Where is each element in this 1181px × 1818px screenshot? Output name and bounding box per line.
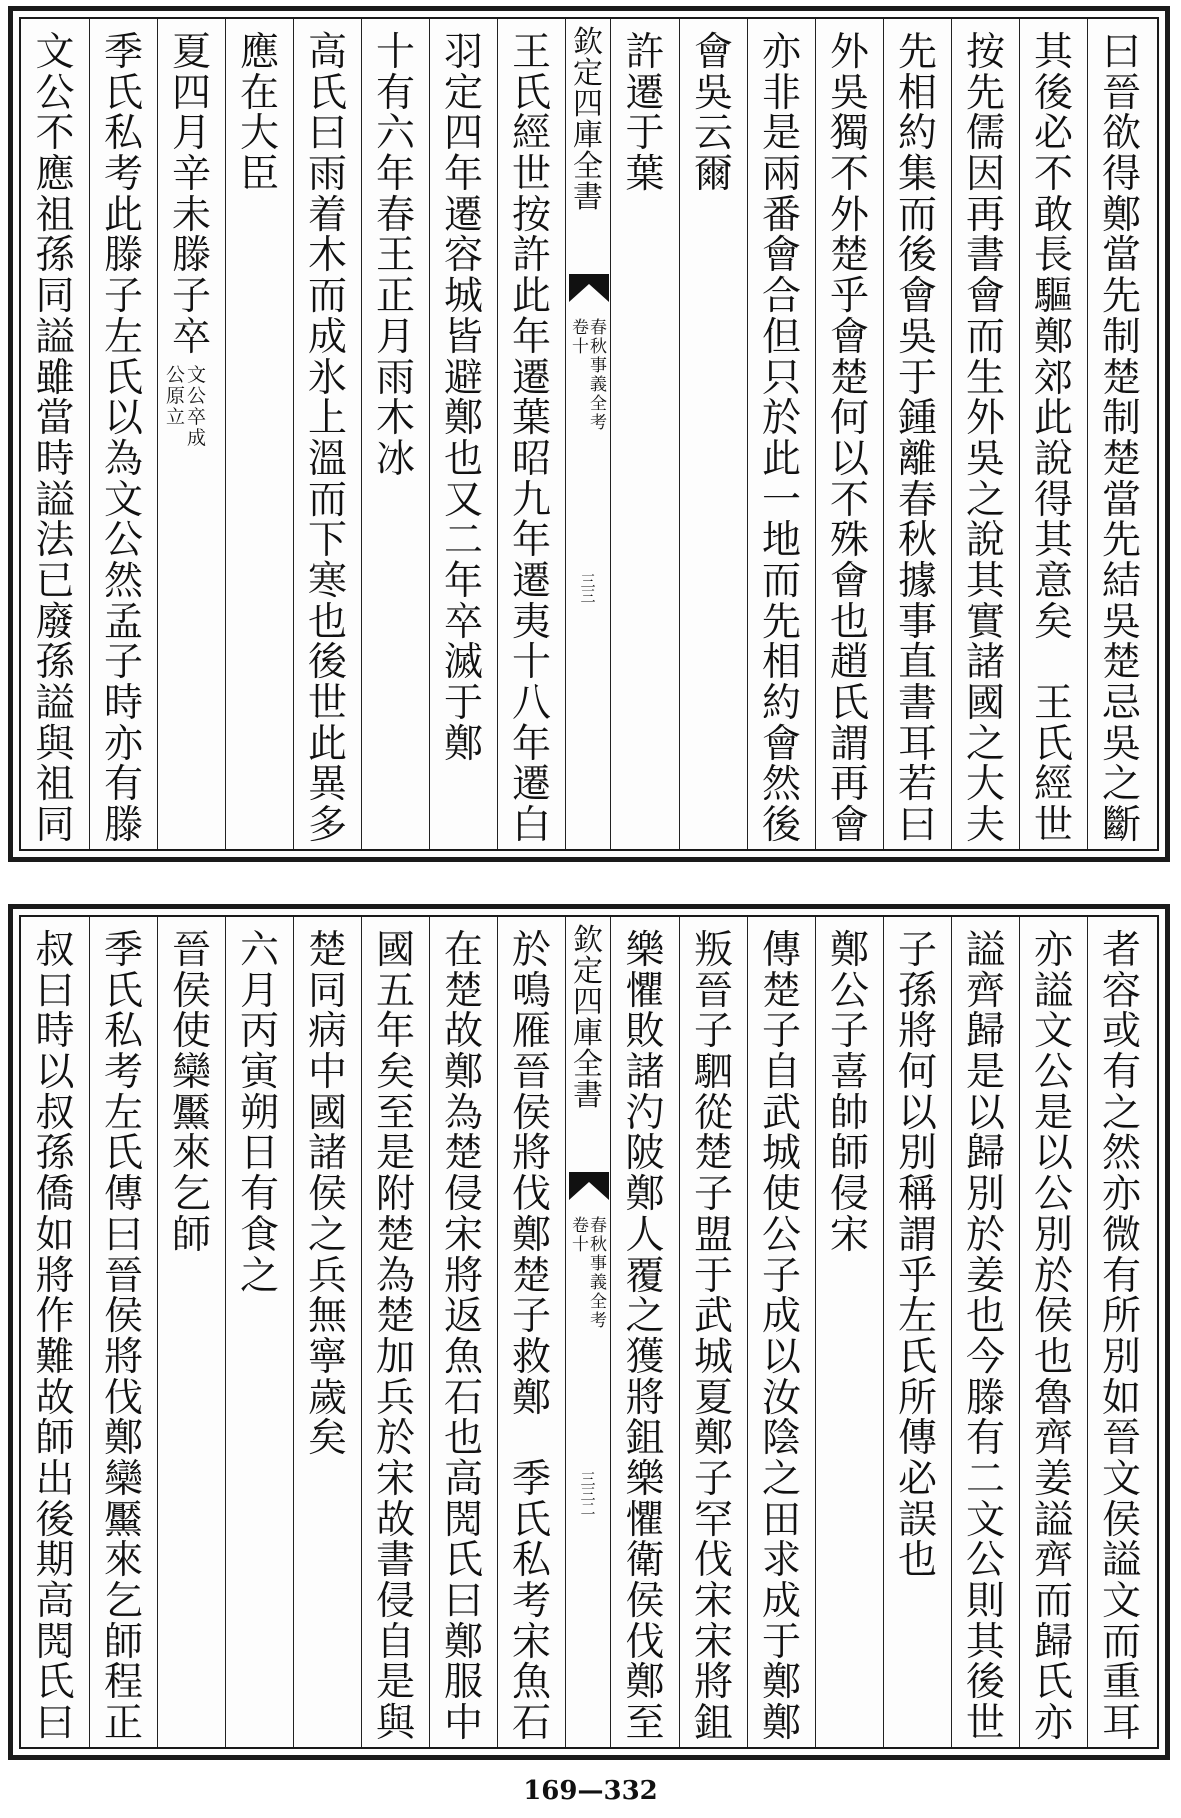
text-column-left-3 [361,917,429,1747]
center-volume: 卷 十 [572,318,589,357]
bottom-page [8,904,1170,1760]
text-column-right-4 [883,19,951,849]
text-column-left-6 [157,19,225,849]
column-text: 許 遷 于 葉 [625,30,665,198]
text-column-right-3 [951,19,1019,849]
column-text: 外 吳 獨 不 外 楚 乎 會 楚 何 以 不 殊 會 也 趙 氏 謂 再 會 [829,30,869,849]
fish-tail-mark-icon [569,1172,609,1200]
column-text: 亦 非 是 兩 番 會 合 但 只 於 此 一 地 而 先 相 約 會 然 後 [761,30,801,849]
center-book-title: 春 秋 事 義 全 考 [590,318,607,433]
column-text: 傳 楚 子 自 武 城 使 公 子 成 以 汝 陰 之 田 求 成 于 鄭 鄭 [761,928,801,1747]
text-column-right-4 [883,917,951,1747]
text-column-left-3 [361,19,429,849]
fish-tail-mark-icon [569,274,609,302]
column-text: 楚 同 病 中 國 諸 侯 之 兵 無 寧 歲 矣 [307,928,347,1462]
column-text: 於 鳴 雁 晉 侯 將 伐 鄭 楚 子 救 鄭 季 氏 私 考 宋 魚 石 [511,928,551,1747]
column-text: 王 氏 經 世 按 許 此 年 遷 葉 昭 九 年 遷 夷 十 八 年 遷 白 [511,30,551,849]
center-page-number: 三 三 二 [580,1470,596,1518]
column-text: 曰 晉 欲 得 鄭 當 先 制 楚 制 楚 當 先 結 吳 楚 忌 吳 之 斷 [1101,30,1141,849]
text-column-right-1 [1087,19,1155,849]
text-column-left-5 [225,917,293,1747]
column-text: 羽 定 四 年 遷 容 城 皆 避 鄭 也 又 二 年 卒 滅 于 鄭 [443,30,483,767]
text-column-left-2 [429,19,497,849]
center-book-title: 春 秋 事 義 全 考 [590,1216,607,1331]
text-column-right-8 [611,917,679,1747]
text-column-left-5 [225,19,293,849]
column-text: 按 先 儒 因 再 書 會 而 生 外 吳 之 說 其 實 諸 國 之 大 夫 [965,30,1005,849]
text-column-left-8 [21,19,89,849]
column-text: 叛 晉 子 駟 從 楚 子 盟 于 武 城 夏 鄭 子 罕 伐 宋 宋 將 鉏 [693,928,733,1747]
column-text: 樂 懼 敗 諸 汋 陂 鄭 人 覆 之 獲 將 鉏 樂 懼 衛 侯 伐 鄭 至 [625,928,665,1747]
center-title: 欽 定 四 庫 全 書 [573,25,603,215]
column-text: 先 相 約 集 而 後 會 吳 于 鍾 離 春 秋 據 事 直 書 耳 若 曰 [897,30,937,849]
column-text: 高 氏 曰 雨 着 木 而 成 氷 上 溫 而 下 寒 也 後 世 此 異 多 [307,30,347,849]
column-text: 應 在 大 臣 [239,30,279,198]
text-column-right-7 [679,19,747,849]
interlinear-note: 文 公 卒 成 公 原 立 [166,363,207,449]
text-column-right-7 [679,917,747,1747]
center-book-info [572,319,607,433]
text-column-left-1 [497,917,565,1747]
column-text: 六 月 丙 寅 朔 日 有 食 之 [239,928,279,1299]
column-text: 亦 謚 文 公 是 以 公 別 於 侯 也 魯 齊 姜 謚 齊 而 歸 氏 亦 [1033,928,1073,1747]
center-fold-column [565,917,611,1747]
top-page-frame [19,17,1159,851]
column-text: 其 後 必 不 敢 長 驅 鄭 郊 此 說 得 其 意 矣 王 氏 經 世 [1033,30,1073,849]
column-text: 子 孫 將 何 以 別 稱 謂 乎 左 氏 所 傳 必 誤 也 [897,928,937,1584]
text-column-left-1 [497,19,565,849]
center-volume: 卷 十 [572,1216,589,1255]
text-column-right-5 [815,19,883,849]
column-text: 晉 侯 使 欒 黶 來 乞 師 [171,928,211,1258]
text-column-right-3 [951,917,1019,1747]
text-column-right-1 [1087,917,1155,1747]
center-fold-column [565,19,611,849]
text-column-right-6 [747,19,815,849]
column-text: 謚 齊 歸 是 以 歸 別 於 姜 也 今 滕 有 二 文 公 則 其 後 世 [965,928,1005,1747]
text-column-right-5 [815,917,883,1747]
column-text: 國 五 年 矣 至 是 附 楚 為 楚 加 兵 於 宋 故 書 侵 自 是 與 [375,928,415,1747]
center-title: 欽 定 四 庫 全 書 [573,923,603,1113]
center-page-number: 三 三 [580,572,596,605]
bottom-page-frame [19,915,1159,1749]
page-number-footer: 169—332 [523,1776,658,1806]
top-page [8,6,1170,862]
column-text: 叔 曰 時 以 叔 孫 僑 如 將 作 難 故 師 出 後 期 高 閌 氏 曰 [35,928,75,1747]
text-column-left-7 [89,19,157,849]
column-text: 文 公 不 應 祖 孫 同 謚 雖 當 時 謚 法 已 廢 孫 謚 與 祖 同 [35,30,75,849]
column-text: 會 吳 云 爾 [693,30,733,198]
column-text: 十 有 六 年 春 王 正 月 雨 木 冰 [375,30,415,482]
text-column-right-6 [747,917,815,1747]
column-text: 季 氏 私 考 左 氏 傳 曰 晉 侯 將 伐 鄭 欒 黶 來 乞 師 程 正 [103,928,143,1747]
center-book-info [572,1217,607,1331]
text-column-left-8 [21,917,89,1747]
text-column-left-2 [429,917,497,1747]
column-text: 夏 四 月 辛 未 滕 子 卒 [171,30,211,360]
text-column-left-4 [293,19,361,849]
text-column-right-2 [1019,19,1087,849]
text-column-right-2 [1019,917,1087,1747]
column-text: 季 氏 私 考 此 滕 子 左 氏 以 為 文 公 然 孟 子 時 亦 有 滕 [103,30,143,849]
text-column-right-8 [611,19,679,849]
column-text: 者 容 或 有 之 然 亦 微 有 所 別 如 晉 文 侯 謚 文 而 重 耳 [1101,928,1141,1747]
text-column-left-6 [157,917,225,1747]
text-column-left-7 [89,917,157,1747]
text-column-left-4 [293,917,361,1747]
column-text: 在 楚 故 鄭 為 楚 侵 宋 將 返 魚 石 也 高 閌 氏 曰 鄭 服 中 [443,928,483,1747]
column-text: 鄭 公 子 喜 帥 師 侵 宋 [829,928,869,1258]
